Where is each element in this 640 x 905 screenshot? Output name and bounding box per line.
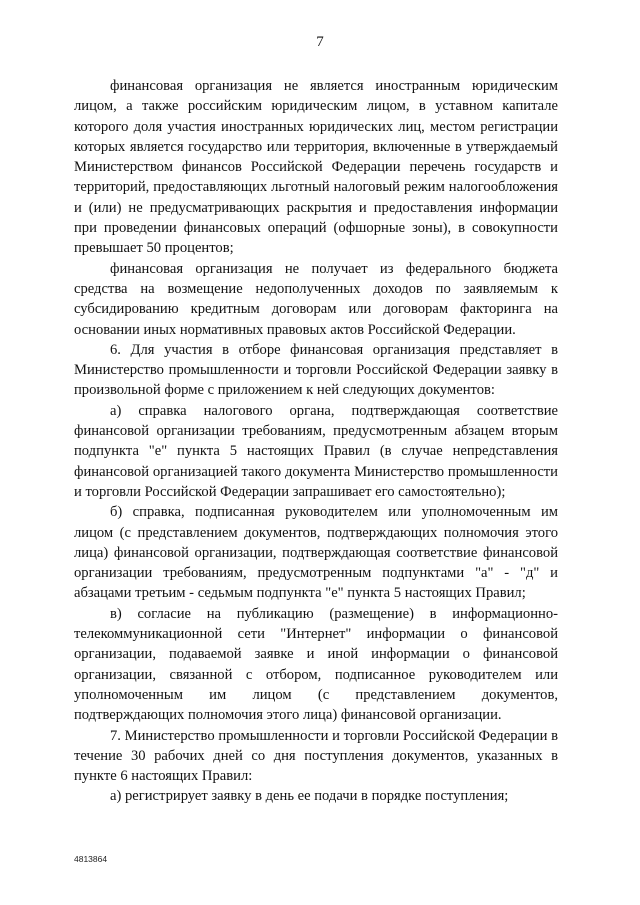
page-number: 7	[316, 34, 324, 50]
paragraph-federal-budget-condition: финансовая организация не получает из федерального бюджета средства на возмещение недополученных доходов по заявляемым к субсидированию кредитным договорам или договорам факторинга на основании иных нормативных правовых актов Российской Федерации.	[74, 260, 558, 338]
paragraph-clause-7a: а) регистрирует заявку в день ее подачи в порядке поступления;	[110, 788, 509, 805]
paragraph-clause-6b: б) справка, подписанная руководителем или уполномоченным им лицом (с представлением документов, подтверждающих полномочия этого лица) финансовой организации, подтверждающая соответствие финансовой организации требованиям, предусмотренным подпунктами "а" - "д" и абзацами третьим - седьмым подпункта "е" пункта 5 настоящих Правил;	[74, 504, 558, 602]
document-body	[74, 76, 558, 807]
paragraph-clause-7: 7. Министерство промышленности и торговли Российской Федерации в течение 30 рабочих дней со дня поступления документов, указанных в пункте 6 настоящих Правил:	[74, 727, 558, 785]
paragraph-clause-6a: а) справка налогового органа, подтверждающая соответствие финансовой организации требованиям, предусмотренным абзацем вторым подпункта "е" пункта 5 настоящих Правил (в случае непредставления финансовой организацией такого документа Министерство промышленности и торговли Российской Федерации запрашивает его самостоятельно);	[74, 402, 558, 500]
document-id: 4813864	[74, 854, 108, 864]
paragraph-clause-6v: в) согласие на публикацию (размещение) в информационно-телекоммуникационной сети "Интернет" информации о финансовой организации, подаваемой заявке и иной информации о финансовой организации, связанной с отбором, подписанное руководителем или уполномоченным им лицом (с представлением документов, подтверждающих полномочия этого лица) финансовой организации.	[74, 605, 558, 724]
paragraph-offshore-condition: финансовая организация не является иностранным юридическим лицом, а также российским юридическим лицом, в уставном капитале которого доля участия иностранных юридических лиц, местом регистрации которых является государство или территория, включенные в утверждаемый Министерством финансов Российской Федерации перечень государств и территорий, предоставляющих льготный налоговый режим налогообложения и (или) не предусматривающих раскрытия и предоставления информации при проведении финансовых операций (офшорные зоны), в совокупности превышает 50 процентов;	[74, 78, 558, 257]
paragraph-clause-6: 6. Для участия в отборе финансовая организация представляет в Министерство промышленности и торговли Российской Федерации заявку в произвольной форме с приложением к ней следующих документов:	[74, 341, 558, 399]
